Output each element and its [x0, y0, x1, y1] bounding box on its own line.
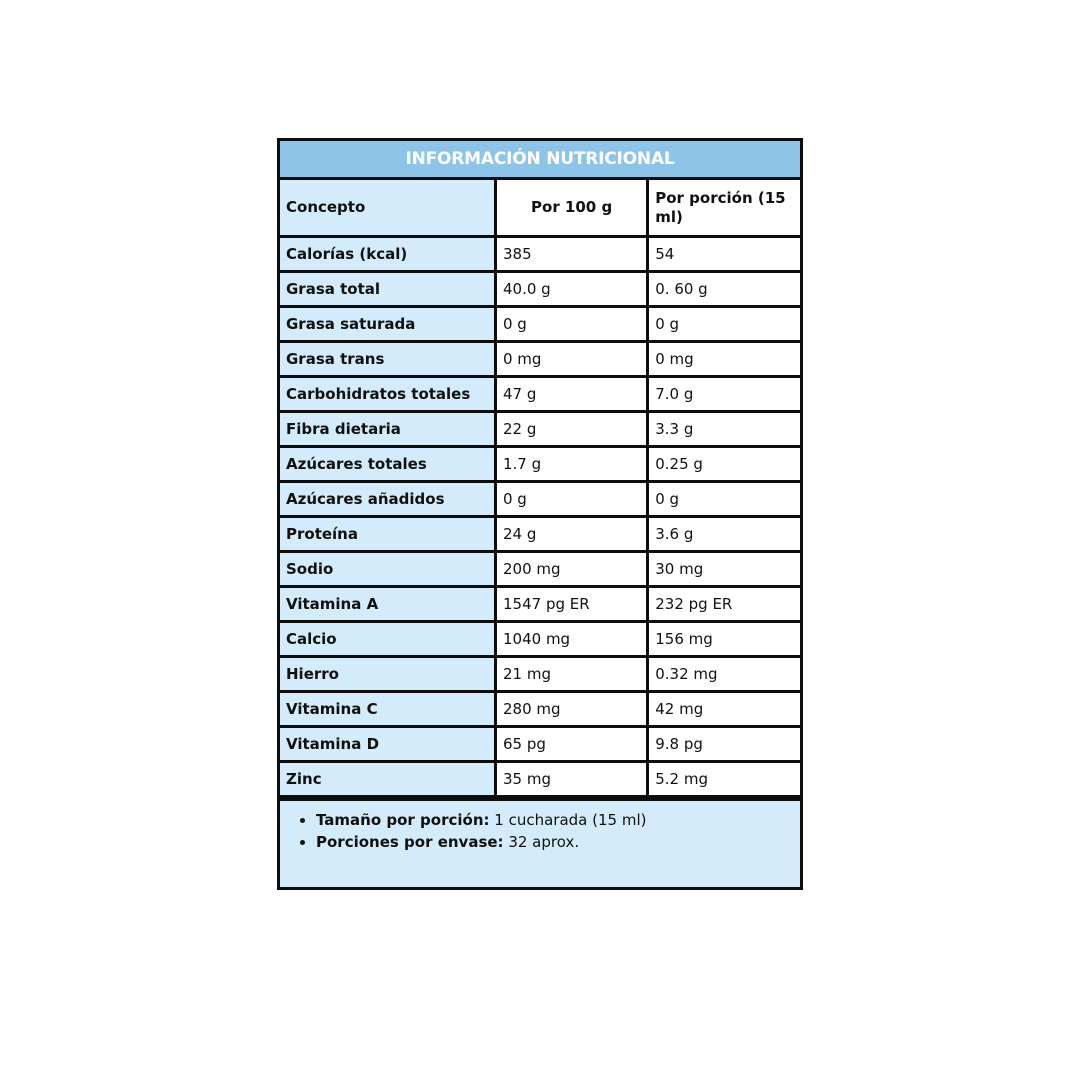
nutrition-facts-card — [277, 138, 803, 890]
value-per-100g: 0 g — [496, 482, 648, 517]
row-label: Vitamina A — [280, 587, 496, 622]
value-per-serving: 0.25 g — [648, 447, 800, 482]
row-label: Vitamina D — [280, 727, 496, 762]
column-header-per-100g: Por 100 g — [496, 180, 648, 237]
value-per-100g: 1040 mg — [496, 622, 648, 657]
table-row — [280, 622, 800, 657]
value-per-serving: 3.3 g — [648, 412, 800, 447]
value-per-serving: 30 mg — [648, 552, 800, 587]
value-per-serving: 3.6 g — [648, 517, 800, 552]
value-per-serving: 0. 60 g — [648, 272, 800, 307]
row-label: Sodio — [280, 552, 496, 587]
table-title: INFORMACIÓN NUTRICIONAL — [280, 141, 800, 180]
value-per-serving: 0 g — [648, 307, 800, 342]
row-label: Grasa saturada — [280, 307, 496, 342]
value-per-100g: 40.0 g — [496, 272, 648, 307]
note-label: Porciones por envase: — [316, 833, 504, 851]
value-per-serving: 42 mg — [648, 692, 800, 727]
value-per-serving: 7.0 g — [648, 377, 800, 412]
value-per-serving: 156 mg — [648, 622, 800, 657]
value-per-100g: 35 mg — [496, 762, 648, 797]
note-serving-size — [316, 809, 800, 831]
column-header-per-serving: Por porción (15 ml) — [648, 180, 800, 237]
note-label: Tamaño por porción: — [316, 811, 490, 829]
value-per-100g: 21 mg — [496, 657, 648, 692]
table-row — [280, 377, 800, 412]
header-row — [280, 180, 800, 237]
table-row — [280, 307, 800, 342]
value-per-serving: 5.2 mg — [648, 762, 800, 797]
table-row — [280, 587, 800, 622]
value-per-100g: 1.7 g — [496, 447, 648, 482]
table-row — [280, 272, 800, 307]
value-per-100g: 47 g — [496, 377, 648, 412]
table-row — [280, 237, 800, 272]
value-per-serving: 9.8 pg — [648, 727, 800, 762]
value-per-100g: 22 g — [496, 412, 648, 447]
table-row — [280, 517, 800, 552]
table-row — [280, 482, 800, 517]
value-per-serving: 0 mg — [648, 342, 800, 377]
value-per-serving: 0 g — [648, 482, 800, 517]
row-label: Calorías (kcal) — [280, 237, 496, 272]
value-per-100g: 1547 pg ER — [496, 587, 648, 622]
value-per-100g: 0 mg — [496, 342, 648, 377]
row-label: Hierro — [280, 657, 496, 692]
table-row — [280, 342, 800, 377]
row-label: Zinc — [280, 762, 496, 797]
row-label: Azúcares totales — [280, 447, 496, 482]
column-header-concepto: Concepto — [280, 180, 496, 237]
note-value: 1 cucharada (15 ml) — [489, 811, 647, 829]
nutrition-table — [280, 180, 800, 798]
notes-list — [280, 809, 800, 853]
table-row — [280, 412, 800, 447]
value-per-100g: 280 mg — [496, 692, 648, 727]
row-label: Azúcares añadidos — [280, 482, 496, 517]
value-per-serving: 0.32 mg — [648, 657, 800, 692]
table-row — [280, 657, 800, 692]
value-per-100g: 385 — [496, 237, 648, 272]
table-row — [280, 692, 800, 727]
row-label: Calcio — [280, 622, 496, 657]
table-row — [280, 447, 800, 482]
table-row — [280, 552, 800, 587]
table-row — [280, 727, 800, 762]
row-label: Grasa total — [280, 272, 496, 307]
value-per-100g: 24 g — [496, 517, 648, 552]
row-label: Grasa trans — [280, 342, 496, 377]
note-value: 32 aprox. — [503, 833, 580, 851]
value-per-serving: 54 — [648, 237, 800, 272]
value-per-100g: 65 pg — [496, 727, 648, 762]
serving-notes — [280, 798, 800, 887]
value-per-100g: 200 mg — [496, 552, 648, 587]
row-label: Proteína — [280, 517, 496, 552]
row-label: Vitamina C — [280, 692, 496, 727]
row-label: Carbohidratos totales — [280, 377, 496, 412]
value-per-serving: 232 pg ER — [648, 587, 800, 622]
value-per-100g: 0 g — [496, 307, 648, 342]
table-row — [280, 762, 800, 797]
note-servings-per-container — [316, 831, 800, 853]
row-label: Fibra dietaria — [280, 412, 496, 447]
